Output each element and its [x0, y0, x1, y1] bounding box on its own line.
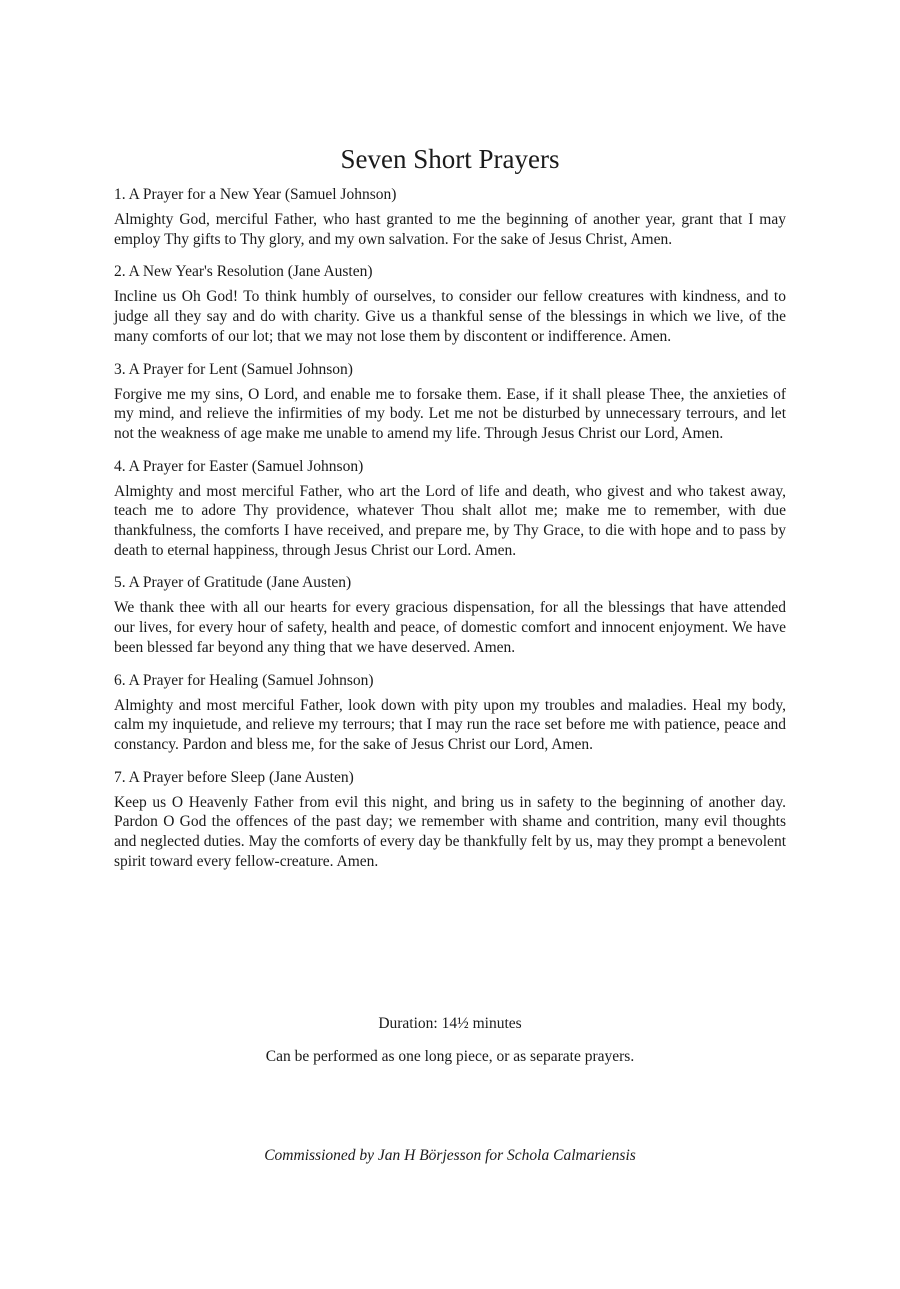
duration-note: Duration: 14½ minutes — [378, 1015, 522, 1032]
prayer-item — [114, 768, 786, 872]
prayer-item — [114, 671, 786, 755]
prayer-heading: 5. A Prayer of Gratitude (Jane Austen) — [114, 574, 352, 592]
prayer-heading: 4. A Prayer for Easter (Samuel Johnson) — [114, 457, 364, 475]
commission-credit: Commissioned by Jan H Börjesson for Schola Calmariensis — [264, 1147, 636, 1164]
prayer-text: Almighty and most merciful Father, look down with pity upon my troubles and maladies. Heal my body, calm my inquietude, and relieve my terrours; that I may run the race set before me with patience, peace and constancy. Pardon and bless me, for the sake of Jesus Christ our Lord, Amen. — [114, 696, 786, 753]
prayer-list — [114, 185, 786, 884]
prayer-heading: 3. A Prayer for Lent (Samuel Johnson) — [114, 360, 353, 378]
prayer-item — [114, 185, 786, 249]
prayer-text: We thank thee with all our hearts for every gracious dispensation, for all the blessings that have attended our lives, for every hour of safety, health and peace, of domestic comfort and innocent enjoyment. We have been blessed far beyond any thing that we have deserved. Amen. — [114, 599, 786, 656]
prayer-heading: 7. A Prayer before Sleep (Jane Austen) — [114, 768, 354, 786]
prayer-item — [114, 262, 786, 346]
prayer-item — [114, 573, 786, 657]
prayer-heading: 2. A New Year's Resolution (Jane Austen) — [114, 263, 373, 281]
document-page — [114, 0, 786, 1289]
prayer-heading: 6. A Prayer for Healing (Samuel Johnson) — [114, 671, 374, 689]
prayer-text: Incline us Oh God! To think humbly of ourselves, to consider our fellow creatures with kindness, and to judge all they say and do with charity. Give us a thankful sense of the blessings in which we live, of the many comforts of our lot; that we may not lose them by discontent or indifference. Amen. — [114, 288, 786, 345]
page-title: Seven Short Prayers — [340, 144, 560, 174]
performance-note: Can be performed as one long piece, or as separate prayers. — [265, 1048, 635, 1065]
prayer-text: Almighty and most merciful Father, who art the Lord of life and death, who givest and who takest away, teach me to adore Thy providence, whatever Thou shalt allot me; make me to remember, with due thankfulness, the comforts I have received, and prepare me, by Thy Grace, to die with hope and to pass by death to eternal happiness, through Jesus Christ our Lord. Amen. — [114, 482, 786, 559]
prayer-heading: 1. A Prayer for a New Year (Samuel Johnson) — [114, 186, 397, 203]
prayer-text: Forgive me my sins, O Lord, and enable me to forsake them. Ease, if it shall please Thee, the anxieties of my mind, and relieve the infirmities of my body. Let me not be disturbed by unnecessary terrours, and let not the weakness of age make me unable to amend my life. Through Jesus Christ our Lord, Amen. — [114, 385, 786, 442]
prayer-item — [114, 360, 786, 444]
prayer-text: Keep us O Heavenly Father from evil this night, and bring us in safety to the beginning of another day. Pardon O God the offences of the past day; we remember with shame and contrition, many evil thoughts and neglected duties. May the comforts of every day be thankfully felt by us, may they prompt a benevolent spirit toward every fellow-creature. Amen. — [114, 793, 786, 870]
prayer-text: Almighty God, merciful Father, who hast granted to me the beginning of another year, grant that I may employ Thy gifts to Thy glory, and my own salvation. For the sake of Jesus Christ, Amen. — [114, 211, 786, 248]
prayer-item — [114, 457, 786, 561]
